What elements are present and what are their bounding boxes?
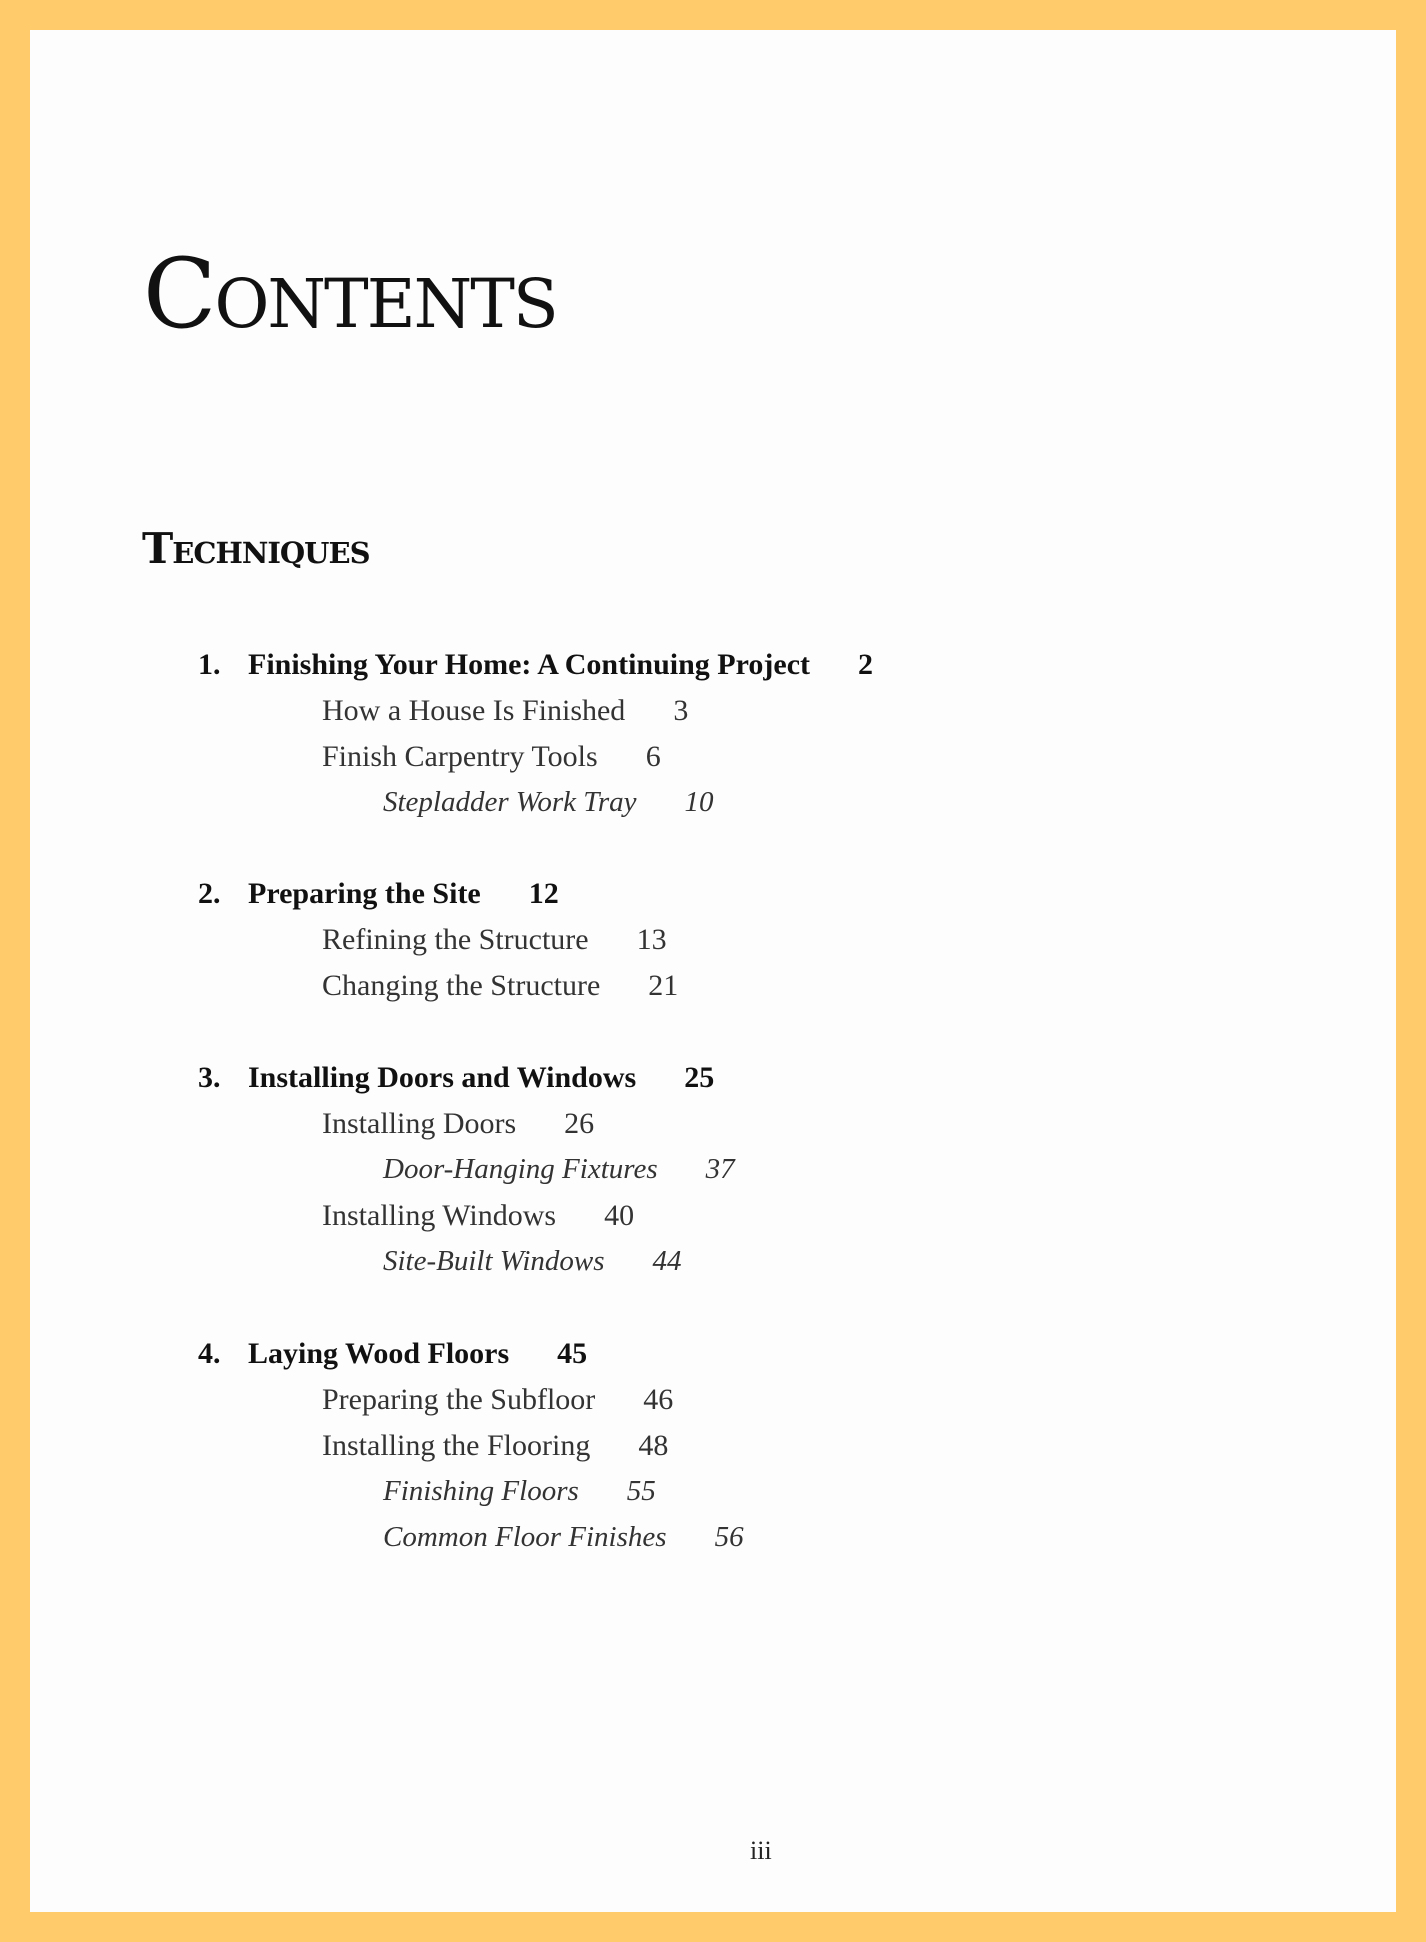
- entry-title: Finishing Floors: [383, 1475, 579, 1507]
- entry-title: Stepladder Work Tray: [383, 786, 637, 818]
- chapter-number: 4.: [198, 1337, 221, 1370]
- toc-subentry[interactable]: [383, 1477, 656, 1506]
- entry-title: Installing Windows: [322, 1199, 557, 1232]
- chapter-number: 1.: [198, 648, 221, 681]
- page-number: 44: [652, 1245, 682, 1277]
- book-page: [30, 30, 1396, 1912]
- toc-subentry[interactable]: [383, 1523, 744, 1552]
- toc-entry[interactable]: [322, 1201, 634, 1231]
- entry-title: How a House Is Finished: [322, 694, 626, 727]
- entry-title: Refining the Structure: [322, 923, 589, 956]
- entry-title: Installing the Flooring: [322, 1429, 591, 1462]
- page-number: 13: [636, 923, 667, 956]
- toc-entry[interactable]: [322, 1385, 673, 1415]
- page-number: 6: [645, 740, 661, 773]
- page-number: 10: [684, 786, 714, 818]
- entry-title: Finish Carpentry Tools: [322, 740, 598, 773]
- page-number: 37: [705, 1153, 735, 1185]
- entry-title: Changing the Structure: [322, 969, 601, 1002]
- chapter-title: Preparing the Site: [248, 877, 481, 910]
- section-heading: Techniques: [142, 524, 370, 573]
- chapter-title: Installing Doors and Windows: [248, 1061, 637, 1094]
- toc-entry[interactable]: [322, 925, 667, 955]
- chapter-number: 3.: [198, 1061, 221, 1094]
- toc-subentry[interactable]: [383, 788, 713, 817]
- toc-entry[interactable]: [322, 1431, 668, 1461]
- chapter-entry[interactable]: [198, 1063, 714, 1093]
- toc-subentry[interactable]: [383, 1155, 735, 1184]
- entry-title: Common Floor Finishes: [383, 1521, 667, 1553]
- page-number: 45: [557, 1337, 588, 1370]
- chapter-entry[interactable]: [198, 879, 559, 909]
- page-title: Contents: [143, 238, 557, 350]
- toc-entry[interactable]: [322, 971, 678, 1001]
- toc-entry[interactable]: [322, 1109, 594, 1139]
- entry-title: Installing Doors: [322, 1107, 517, 1140]
- page-number: 3: [673, 694, 689, 727]
- chapter-title: Laying Wood Floors: [248, 1337, 510, 1370]
- page-number: 46: [643, 1383, 674, 1416]
- page-number: 26: [564, 1107, 595, 1140]
- chapter-entry[interactable]: [198, 650, 873, 680]
- page-number: 55: [626, 1475, 656, 1507]
- page-number: 2: [858, 648, 874, 681]
- page-number: 40: [604, 1199, 635, 1232]
- entry-title: Preparing the Subfloor: [322, 1383, 596, 1416]
- entry-title: Door-Hanging Fixtures: [383, 1153, 658, 1185]
- chapter-title: Finishing Your Home: A Continuing Project: [248, 648, 811, 681]
- toc-subentry[interactable]: [383, 1247, 682, 1276]
- page-number: 25: [684, 1061, 715, 1094]
- chapter-number: 2.: [198, 877, 221, 910]
- page-number: 48: [638, 1429, 669, 1462]
- page-folio: iii: [750, 1836, 772, 1865]
- entry-title: Site-Built Windows: [383, 1245, 605, 1277]
- page-number: 21: [648, 969, 679, 1002]
- toc-entry[interactable]: [322, 696, 688, 726]
- chapter-entry[interactable]: [198, 1339, 587, 1369]
- page-number: 12: [528, 877, 559, 910]
- page-number: 56: [714, 1521, 744, 1553]
- toc-entry[interactable]: [322, 742, 661, 772]
